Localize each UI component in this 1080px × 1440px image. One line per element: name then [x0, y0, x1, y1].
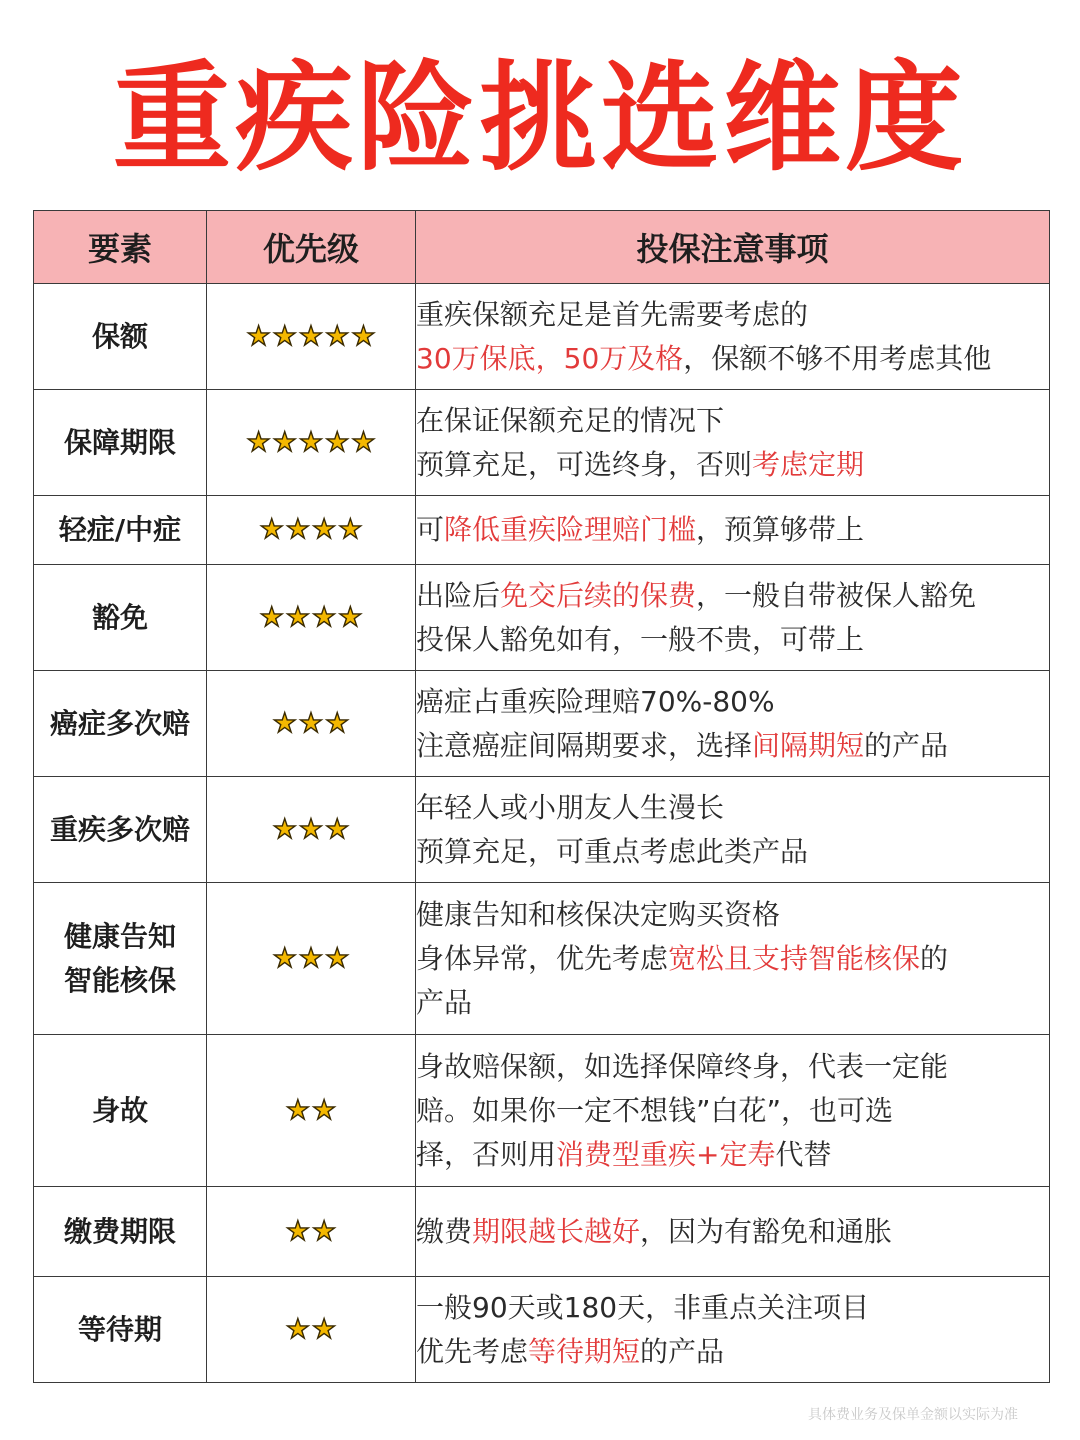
- note-line: [416, 830, 1049, 874]
- priority-rating: [207, 777, 416, 883]
- star-icon: ★: [325, 813, 350, 845]
- note-text: 身故赔保额，如选择保障终身，代表一定能: [416, 1049, 949, 1083]
- note-line: [416, 981, 1049, 1025]
- priority-rating: [207, 883, 416, 1035]
- star-icon: ★: [312, 1094, 337, 1126]
- priority-rating: [207, 390, 416, 496]
- star-icon: ★: [312, 1313, 337, 1345]
- header-notes: 投保注意事项: [416, 211, 1050, 284]
- element-label: 保额: [91, 319, 148, 353]
- note-text: ，预算够带上: [696, 513, 865, 546]
- note-text: 预算充足，可重点考虑此类产品: [416, 834, 809, 868]
- priority-rating: [207, 496, 416, 565]
- note-line: [416, 1210, 1049, 1254]
- star-icon: ★: [338, 601, 363, 633]
- note-text: 重疾保额充足是首先需要考虑的: [416, 297, 809, 331]
- star-icon: ★: [259, 601, 284, 633]
- star-icon: ★: [298, 320, 324, 352]
- note-line: [416, 574, 1049, 618]
- note-text: 代替: [775, 1137, 832, 1171]
- star-icon: ★: [285, 514, 310, 545]
- note-line: [416, 337, 1049, 381]
- note-line: [416, 1286, 1049, 1330]
- note-text: ，保额不够不用考虑其他: [683, 341, 992, 375]
- note-text: 优先考虑: [416, 1334, 529, 1368]
- note-text: 的产品: [640, 1334, 725, 1368]
- priority-rating: [207, 565, 416, 671]
- table-row: [34, 565, 1050, 671]
- row-notes: [416, 284, 1050, 390]
- star-icon: ★: [338, 514, 363, 545]
- note-line: [416, 893, 1049, 937]
- note-highlight: 降低重疾险理赔门槛: [444, 513, 697, 546]
- table-row: [34, 1035, 1050, 1187]
- star-icon: ★: [272, 426, 297, 458]
- note-text: 癌症占重疾险理赔70%-80%: [416, 684, 775, 718]
- priority-rating: [207, 284, 416, 390]
- priority-rating: [207, 1187, 416, 1277]
- note-highlight: 等待期短: [528, 1334, 641, 1368]
- note-highlight: 消费型重疾+定寿: [556, 1137, 776, 1171]
- table-row: [34, 777, 1050, 883]
- star-icon: ★: [259, 514, 284, 545]
- star-icon: ★: [298, 426, 324, 458]
- comparison-table: [33, 210, 1050, 1383]
- element-label: 保障期限: [63, 425, 176, 459]
- note-line: [416, 618, 1049, 662]
- note-text: 一般90天或180天，非重点关注项目: [416, 1290, 870, 1324]
- element-label: 身故: [91, 1093, 148, 1127]
- row-notes: [416, 1277, 1050, 1383]
- element-label: 豁免: [91, 600, 148, 634]
- note-text: 投保人豁免如有，一般不贵，可带上: [416, 622, 865, 656]
- star-icon: ★: [298, 707, 324, 739]
- star-icon: ★: [325, 426, 350, 458]
- row-notes: [416, 496, 1050, 565]
- row-notes: [416, 1035, 1050, 1187]
- table-row: [34, 284, 1050, 390]
- note-text: 在保证保额充足的情况下: [416, 403, 725, 437]
- note-text: 健康告知和核保决定购买资格: [416, 897, 781, 931]
- note-line: [416, 1330, 1049, 1374]
- table-row: [34, 1187, 1050, 1277]
- note-text: 的产品: [864, 728, 949, 762]
- row-notes: [416, 777, 1050, 883]
- note-line: [416, 293, 1049, 337]
- note-highlight: 期限越长越好: [472, 1214, 641, 1248]
- note-line: [416, 508, 1049, 552]
- star-icon: ★: [285, 601, 310, 633]
- note-text: ，一般自带被保人豁免: [696, 578, 977, 612]
- row-notes: [416, 1187, 1050, 1277]
- row-element: [34, 1277, 207, 1383]
- star-icon: ★: [285, 1313, 310, 1345]
- note-line: [416, 1045, 1049, 1089]
- note-text: 可: [416, 513, 445, 546]
- star-icon: ★: [272, 942, 297, 974]
- star-icon: ★: [272, 813, 297, 845]
- note-text: 注意癌症间隔期要求，选择: [416, 728, 753, 762]
- star-icon: ★: [325, 707, 350, 739]
- star-icon: ★: [298, 813, 324, 845]
- table-header-row: [34, 211, 1050, 284]
- row-element: [34, 883, 207, 1035]
- row-notes: [416, 565, 1050, 671]
- note-highlight: 30万保底，50万及格: [416, 341, 684, 375]
- element-label: 智能核保: [63, 963, 176, 997]
- element-label: 缴费期限: [63, 1214, 176, 1248]
- header-element: 要素: [34, 211, 207, 284]
- element-label: 等待期: [77, 1312, 162, 1346]
- note-highlight: 考虑定期: [752, 447, 865, 481]
- row-element: [34, 1035, 207, 1187]
- note-text: 出险后: [416, 578, 501, 612]
- table-row: [34, 671, 1050, 777]
- star-icon: ★: [351, 426, 376, 458]
- element-label: 癌症多次赔: [49, 706, 190, 740]
- row-element: [34, 284, 207, 390]
- row-notes: [416, 671, 1050, 777]
- table-row: [34, 1277, 1050, 1383]
- note-line: [416, 443, 1049, 487]
- star-icon: ★: [312, 1215, 337, 1247]
- note-text: 的: [920, 941, 949, 975]
- star-icon: ★: [325, 320, 350, 352]
- note-text: 择，否则用: [416, 1137, 557, 1171]
- note-text: 缴费: [416, 1214, 473, 1248]
- note-text: 赔。如果你一定不想钱”白花”，也可选: [416, 1093, 894, 1127]
- star-icon: ★: [325, 942, 350, 974]
- disclaimer: 具体费业务及保单金额以实际为准: [808, 1407, 1018, 1423]
- table-row: [34, 390, 1050, 496]
- element-label: 轻症/中症: [58, 513, 182, 546]
- row-element: [34, 496, 207, 565]
- star-icon: ★: [285, 1094, 310, 1126]
- row-element: [34, 777, 207, 883]
- star-icon: ★: [285, 1215, 310, 1247]
- note-line: [416, 724, 1049, 768]
- note-highlight: 宽松且支持智能核保: [668, 941, 921, 975]
- note-text: 年轻人或小朋友人生漫长: [416, 790, 725, 824]
- star-icon: ★: [246, 426, 271, 458]
- row-notes: [416, 390, 1050, 496]
- row-element: [34, 671, 207, 777]
- note-text: ，因为有豁免和通胀: [640, 1214, 893, 1248]
- star-icon: ★: [272, 707, 297, 739]
- row-element: [34, 565, 207, 671]
- row-notes: [416, 883, 1050, 1035]
- star-icon: ★: [312, 601, 337, 633]
- row-element: [34, 1187, 207, 1277]
- note-highlight: 间隔期短: [752, 728, 865, 762]
- star-icon: ★: [351, 320, 376, 352]
- note-line: [416, 399, 1049, 443]
- page-title: 重疾险挑选维度: [112, 49, 967, 187]
- note-text: 身体异常，优先考虑: [416, 941, 669, 975]
- note-text: 预算充足，可选终身，否则: [416, 447, 753, 481]
- note-line: [416, 786, 1049, 830]
- star-icon: ★: [312, 514, 337, 545]
- note-line: [416, 680, 1049, 724]
- row-element: [34, 390, 207, 496]
- note-line: [416, 1089, 1049, 1133]
- header-priority: 优先级: [207, 211, 416, 284]
- note-text: 产品: [416, 985, 473, 1019]
- table-row: [34, 883, 1050, 1035]
- priority-rating: [207, 671, 416, 777]
- star-icon: ★: [272, 320, 297, 352]
- table-row: [34, 496, 1050, 565]
- element-label: 健康告知: [63, 919, 176, 953]
- priority-rating: [207, 1035, 416, 1187]
- note-highlight: 免交后续的保费: [500, 578, 697, 612]
- element-label: 重疾多次赔: [49, 812, 190, 846]
- note-line: [416, 937, 1049, 981]
- star-icon: ★: [246, 320, 271, 352]
- star-icon: ★: [298, 942, 324, 974]
- priority-rating: [207, 1277, 416, 1383]
- note-line: [416, 1133, 1049, 1177]
